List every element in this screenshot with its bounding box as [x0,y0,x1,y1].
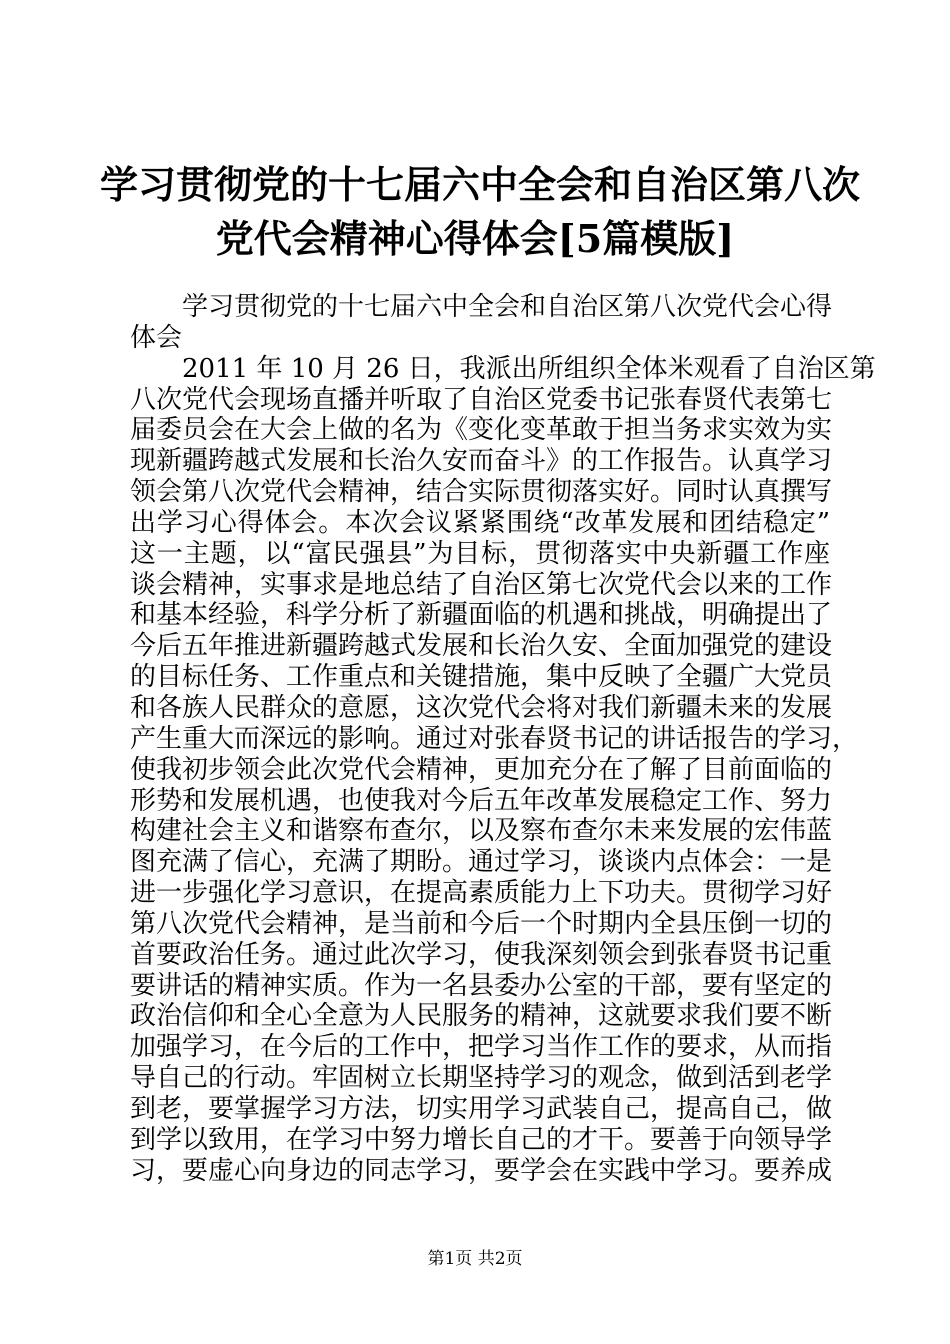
body-line: 第八次党代会精神，是当前和今后一个时期内全县压倒一切的 [130,908,833,939]
body-line: 产生重大而深远的影响。通过对张春贤书记的讲话报告的学习， [130,723,859,754]
body-line: 届委员会在大会上做的名为《变化变革敢于担当务求实效为实 [130,415,833,446]
body-line: 现新疆跨越式发展和长治久安而奋斗》的工作报告。认真学习 [130,446,833,477]
body-line: 2011 年 10 月 26 日，我派出所组织全体米观看了自治区第 [182,353,876,384]
body-line: 八次党代会现场直播并听取了自治区党委书记张春贤代表第七 [130,384,833,415]
body-line: 政治信仰和全心全意为人民服务的精神，这就要求我们要不断 [130,1001,833,1032]
body-line: 构建社会主义和谐察布查尔，以及察布查尔未来发展的宏伟蓝 [130,816,833,847]
body-line: 要讲话的精神实质。作为一名县委办公室的干部，要有坚定的 [130,970,833,1001]
body-line: 和各族人民群众的意愿，这次党代会将对我们新疆未来的发展 [130,692,833,723]
body-line: 这一主题，以“富民强县”为目标，贯彻落实中央新疆工作座 [130,538,830,569]
body-line: 图充满了信心，充满了期盼。通过学习，谈谈内点体会：一是 [130,847,833,878]
body-line: 导自己的行动。牢固树立长期坚持学习的观念，做到活到老学 [130,1063,833,1094]
document-body [130,292,876,1186]
body-line: 首要政治任务。通过此次学习，使我深刻领会到张春贤书记重 [130,939,833,970]
body-line: 加强学习，在今后的工作中，把学习当作工作的要求，从而指 [130,1032,833,1063]
body-line: 学习贯彻党的十七届六中全会和自治区第八次党代会心得 [182,292,833,322]
body-line: 使我初步领会此次党代会精神，更加充分在了解了目前面临的 [130,754,833,785]
document-title-line-1: 学习贯彻党的十七届六中全会和自治区第八次 [100,162,861,207]
body-line: 出学习心得体会。本次会议紧紧围绕“改革发展和团结稳定” [130,507,830,538]
body-line: 谈会精神，实事求是地总结了自治区第七次党代会以来的工作 [130,569,833,600]
body-line: 的目标任务、工作重点和关键措施，集中反映了全疆广大党员 [130,662,833,693]
body-line: 今后五年推进新疆跨越式发展和长治久安、全面加强党的建设 [130,631,833,662]
page-number-footer: 第1页 共2页 [427,1249,523,1269]
body-line: 到老，要掌握学习方法，切实用学习武装自己，提高自己，做 [130,1093,833,1124]
body-line: 体会 [130,322,183,353]
body-line: 进一步强化学习意识，在提高素质能力上下功夫。贯彻学习好 [130,878,833,909]
body-line: 习，要虚心向身边的同志学习，要学会在实践中学习。要养成 [130,1155,833,1186]
body-line: 到学以致用，在学习中努力增长自己的才干。要善于向领导学 [130,1124,833,1155]
body-line: 领会第八次党代会精神，结合实际贯彻落实好。同时认真撰写 [130,477,833,508]
body-line: 形势和发展机遇，也使我对今后五年改革发展稳定工作、努力 [130,785,833,816]
document-title-line-2: 党代会精神心得体会[5篇模版] [215,216,735,261]
body-line: 和基本经验，科学分析了新疆面临的机遇和挑战，明确提出了 [130,600,833,631]
